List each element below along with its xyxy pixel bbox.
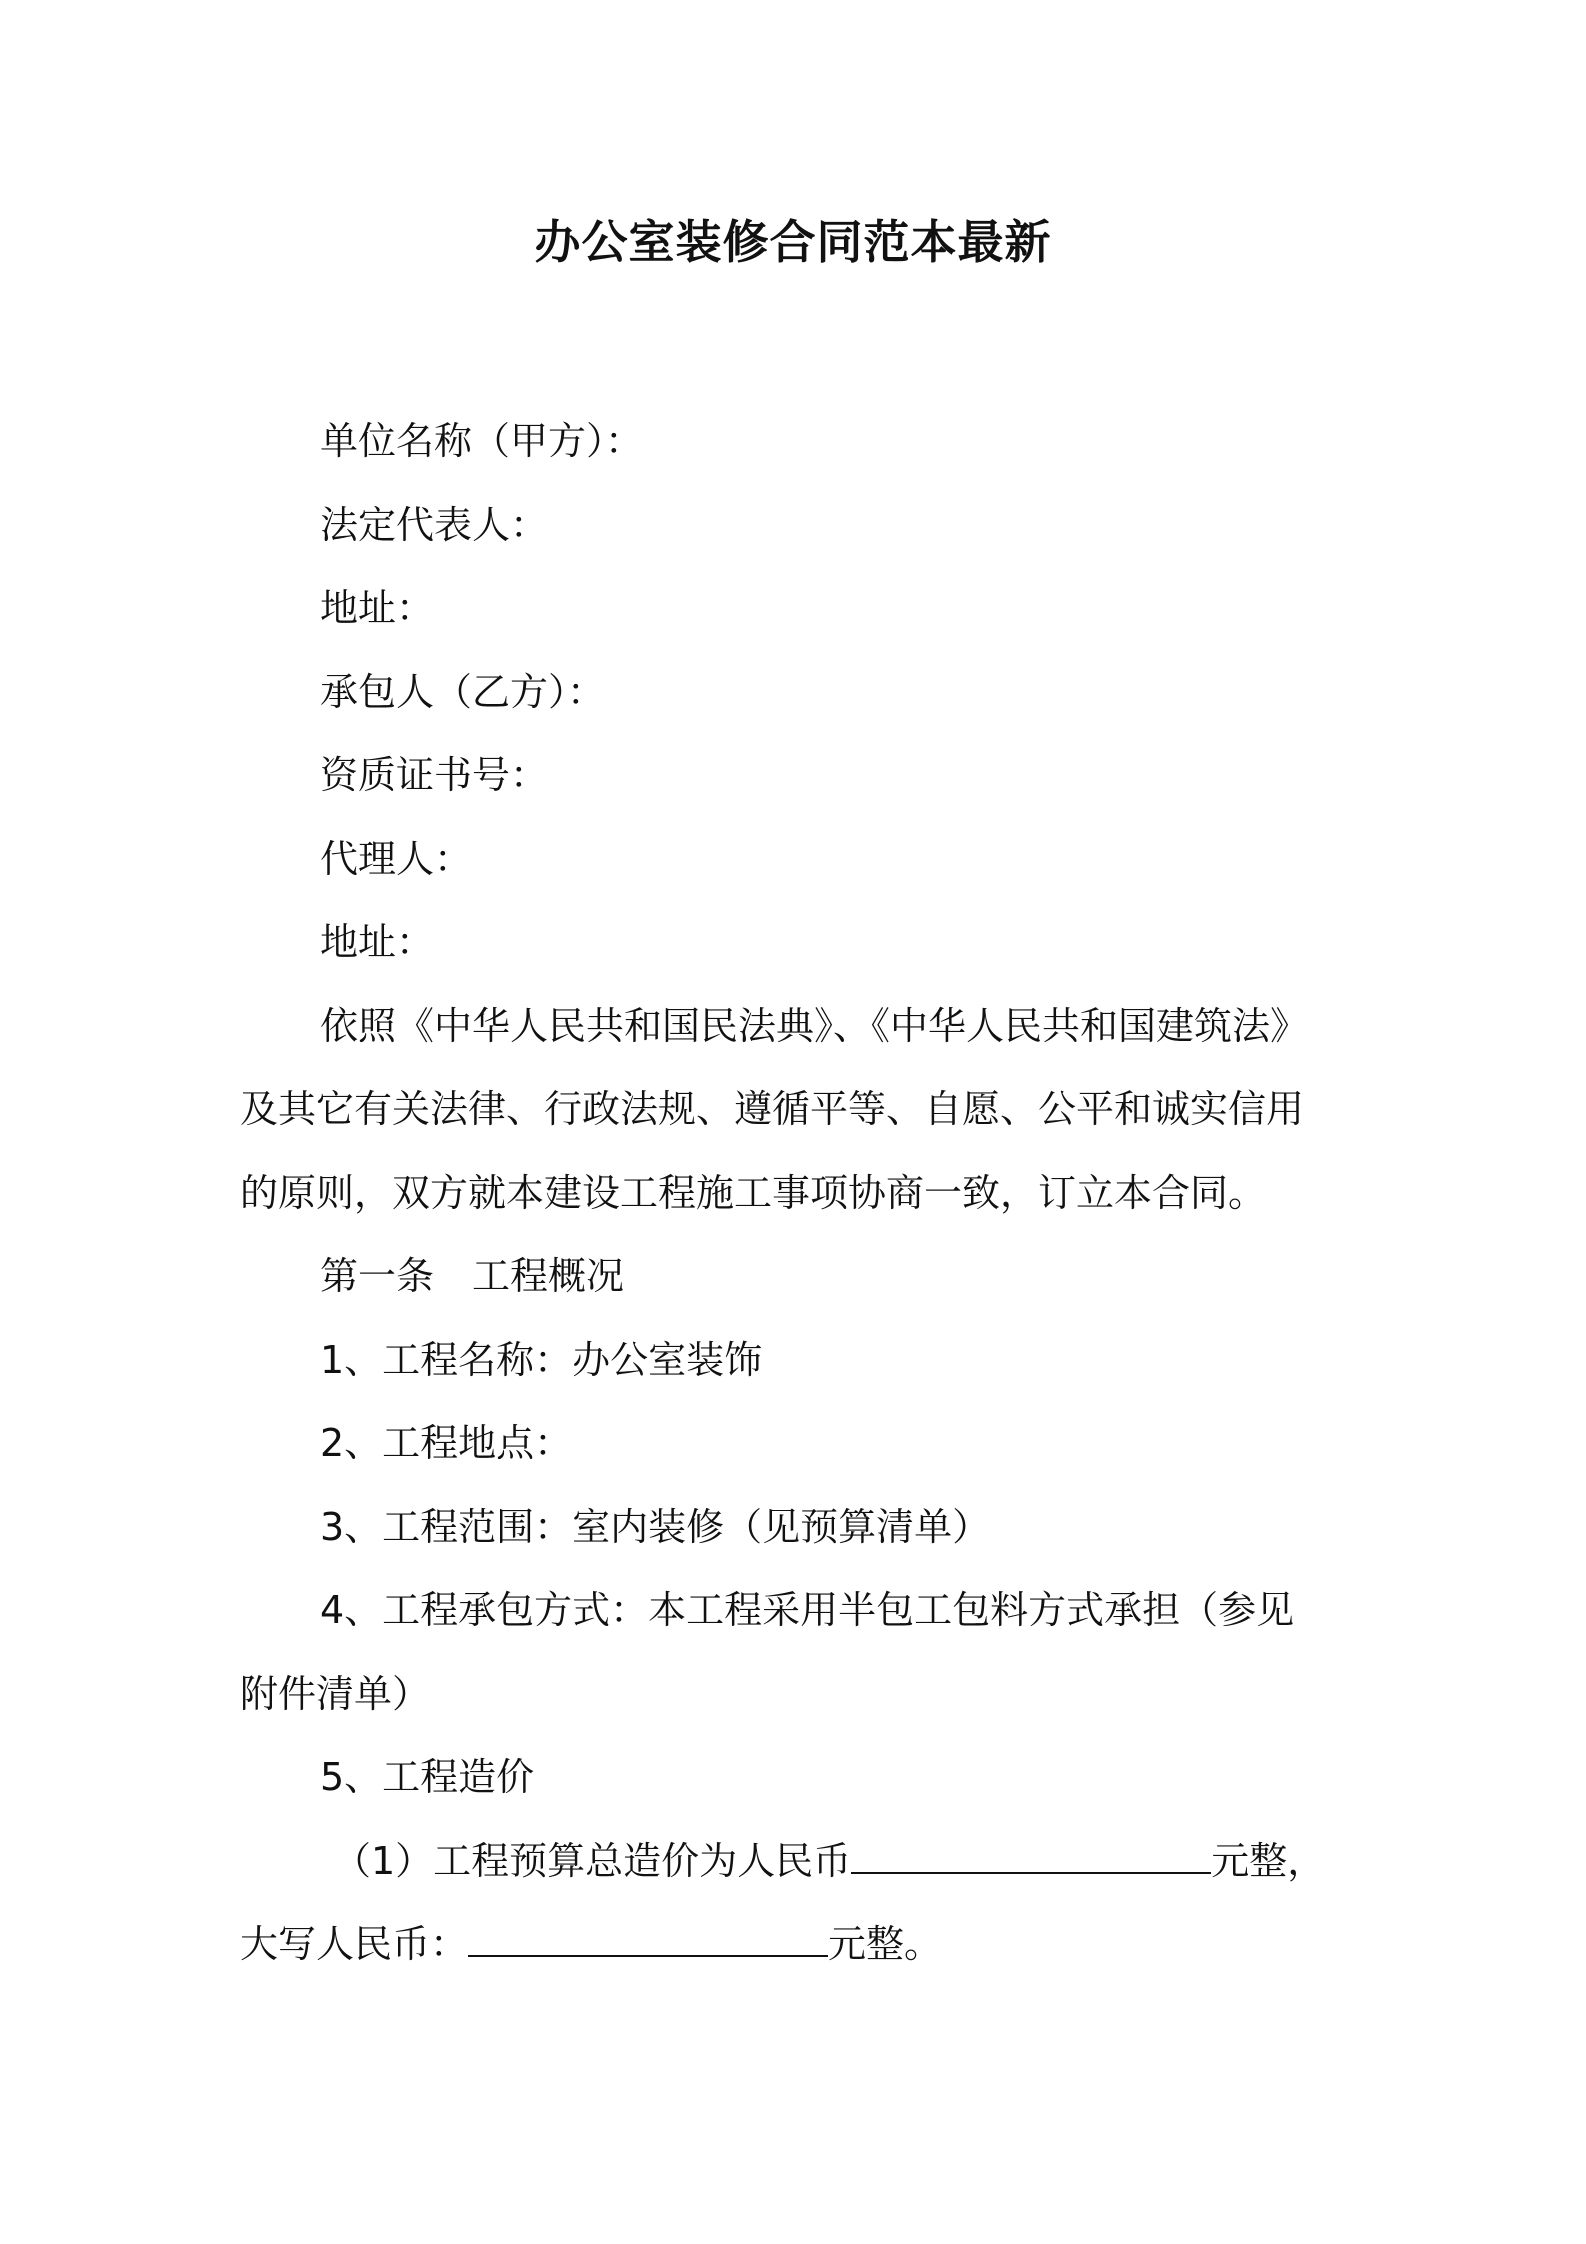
item-project-location: 2、工程地点： <box>320 1421 573 1465</box>
item-project-scope: 3、工程范围：室内装修（见预算清单） <box>320 1504 991 1549</box>
document-title: 办公室装修合同范本最新 <box>534 215 1052 269</box>
price-capital-line <box>240 1903 1350 1987</box>
item-contract-method-line-2: 附件清单） <box>240 1671 431 1716</box>
contract-body <box>240 400 1350 1987</box>
price-capital-suffix: 元整。 <box>828 1922 943 1966</box>
article-1-heading <box>240 1235 1350 1319</box>
preamble-line-2: 及其它有关法律、行政法规、遵循平等、自愿、公平和诚实信用 <box>240 1087 1305 1131</box>
legal-representative-field: 法定代表人： <box>320 502 549 547</box>
preamble-line-3: 的原则，双方就本建设工程施工事项协商一致，订立本合同。 <box>240 1170 1267 1215</box>
price-total-label: （1）工程预算总造价为人民币 <box>333 1838 852 1883</box>
item-project-name: 1、工程名称：办公室装饰 <box>320 1337 763 1382</box>
price-total-blank <box>851 1838 1211 1874</box>
article-1-title: 工程概况 <box>472 1254 625 1298</box>
party-a-unit-field: 单位名称（甲方）： <box>320 419 644 463</box>
preamble-line-1: 依照《中华人民共和国民法典》、《中华人民共和国建筑法》 <box>320 1003 1309 1048</box>
contractor-field: 承包人（乙方）： <box>320 669 606 714</box>
party-a-address-field: 地址： <box>320 586 435 630</box>
price-total-line <box>240 1820 1350 1904</box>
item-project-cost: 5、工程造价 <box>320 1755 535 1799</box>
agent-field: 代理人： <box>320 836 473 881</box>
price-capital-blank <box>468 1921 828 1957</box>
price-total-suffix: 元整， <box>1211 1838 1326 1883</box>
party-b-address-field: 地址： <box>320 920 435 964</box>
article-1-number: 第一条 <box>320 1254 435 1298</box>
price-capital-label: 大写人民币： <box>240 1922 469 1966</box>
certificate-number-field: 资质证书号： <box>320 753 549 797</box>
item-contract-method-line-1: 4、工程承包方式：本工程采用半包工包料方式承担（参见 <box>320 1588 1295 1632</box>
